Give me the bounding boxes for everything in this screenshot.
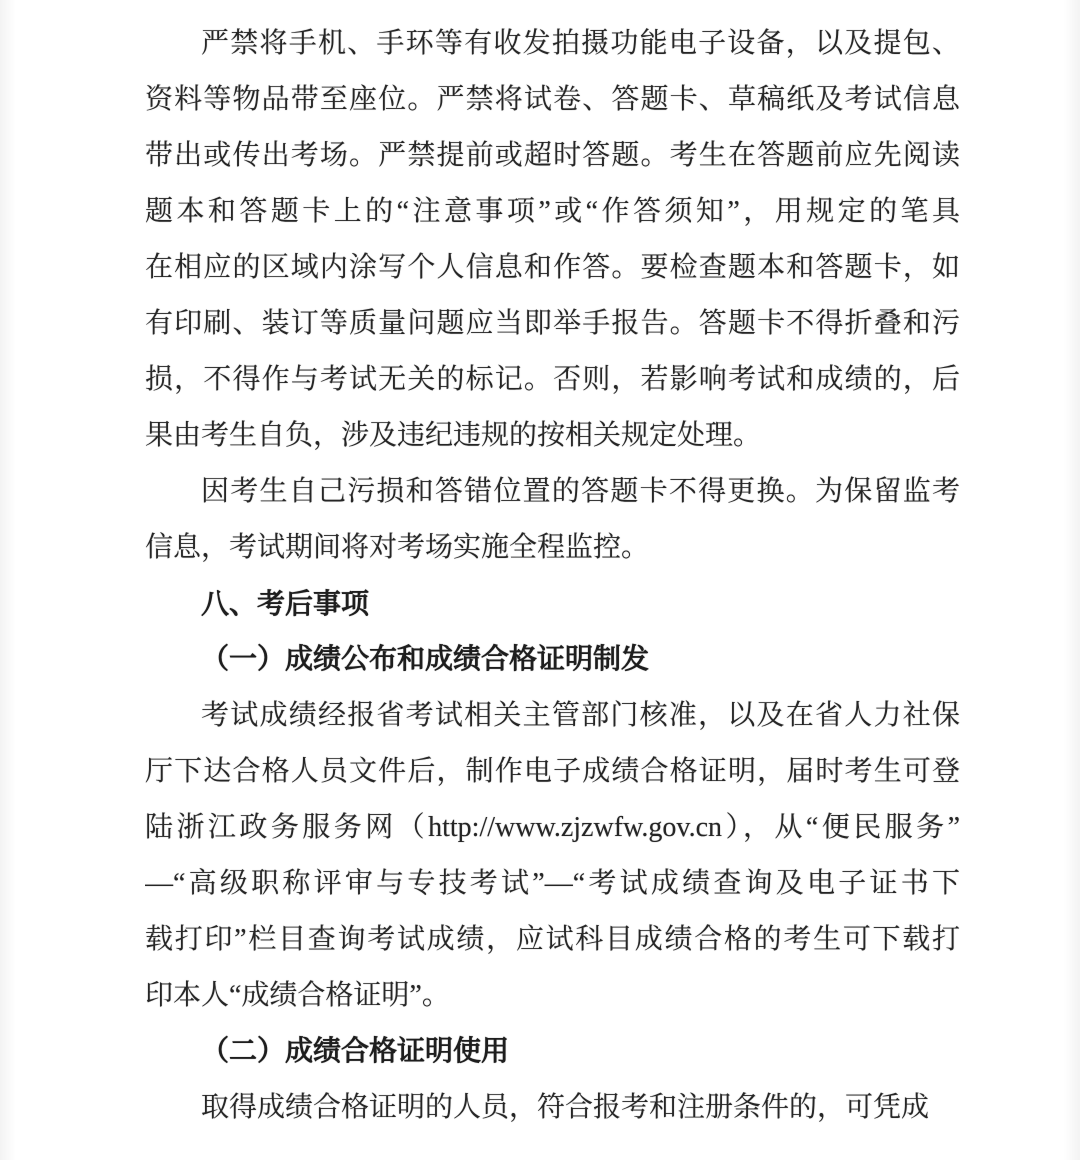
subsection-heading-score-publication: （一）成绩公布和成绩合格证明制发: [201, 644, 650, 675]
paragraph-line: 损，不得作与考试无关的标记。否则，若影响考试和成绩的，后: [145, 364, 960, 395]
paragraph-line: 厅下达合格人员文件后，制作电子成绩合格证明，届时考生可登: [145, 756, 960, 787]
paragraph-line: 取得成绩合格证明的人员，符合报考和注册条件的，可凭成: [201, 1092, 930, 1123]
paragraph-line: 在相应的区域内涂写个人信息和作答。要检查题本和答题卡，如: [145, 252, 960, 283]
paragraph-score-publication: [145, 688, 960, 1024]
paragraph-line: 陆浙江政务服务网（http://www.zjzwfw.gov.cn），从“便民服务”: [145, 812, 960, 843]
paragraph-line: 果由考生自负，涉及违纪违规的按相关规定处理。: [145, 420, 762, 451]
paragraph-line: 严禁将手机、手环等有收发拍摄功能电子设备，以及提包、: [201, 28, 960, 59]
paragraph-exam-rules: [145, 16, 960, 464]
paragraph-line: 因考生自己污损和答错位置的答题卡不得更换。为保留监考: [201, 476, 960, 507]
paragraph-line: 题本和答题卡上的“注意事项”或“作答须知”，用规定的笔具: [145, 196, 960, 227]
paragraph-line: 带出或传出考场。严禁提前或超时答题。考生在答题前应先阅读: [145, 140, 960, 171]
paragraph-monitoring: [145, 464, 960, 576]
paragraph-line: 考试成绩经报省考试相关主管部门核准，以及在省人力社保: [201, 700, 960, 731]
section-heading-post-exam: 八、考后事项: [201, 588, 370, 619]
paragraph-line: 印本人“成绩合格证明”。: [145, 980, 450, 1011]
paragraph-line: 资料等物品带至座位。严禁将试卷、答题卡、草稿纸及考试信息: [145, 84, 960, 115]
paragraph-certificate-use: [145, 1080, 960, 1136]
paragraph-line: 有印刷、装订等质量问题应当即举手报告。答题卡不得折叠和污: [145, 308, 960, 339]
subsection-heading-certificate-use: （二）成绩合格证明使用: [201, 1036, 510, 1067]
paragraph-line: —“高级职称评审与专技考试”—“考试成绩查询及电子证书下: [145, 868, 960, 899]
paragraph-line: 载打印”栏目查询考试成绩，应试科目成绩合格的考生可下载打: [145, 924, 960, 955]
paragraph-line: 信息，考试期间将对考场实施全程监控。: [145, 532, 650, 563]
